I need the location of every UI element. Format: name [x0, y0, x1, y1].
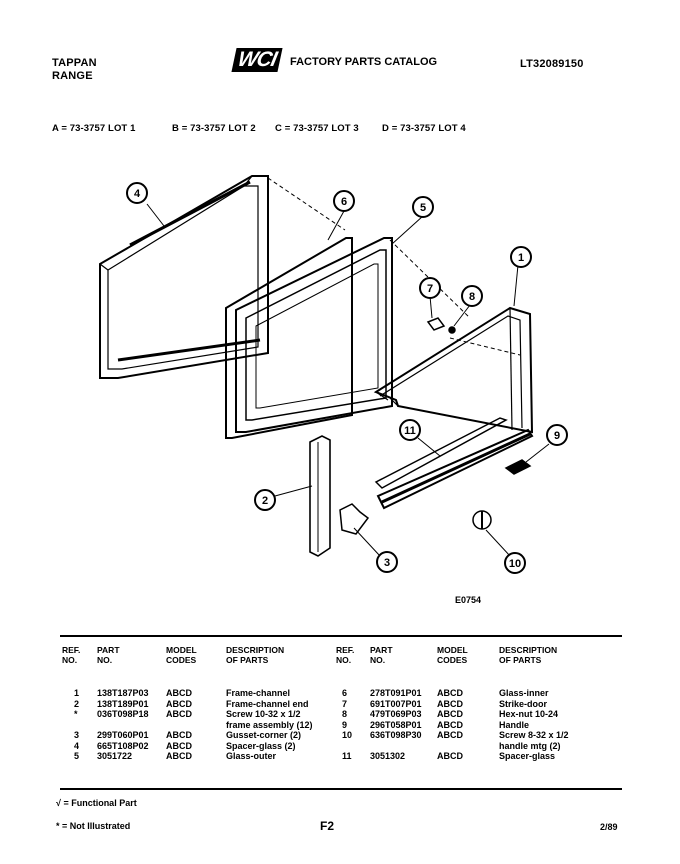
page-number: F2 [320, 819, 335, 833]
part-5-glass-outer [236, 238, 392, 432]
figure-id: E0754 [455, 595, 482, 605]
part-10-screw [473, 511, 491, 529]
brand-line-1: TAPPAN [52, 57, 97, 69]
right-col-part-header: PART NO. [370, 645, 393, 665]
part-1-frame-channel [376, 308, 532, 432]
date: 2/89 [600, 822, 618, 832]
table-row: 1 138T187P03 ABCD Frame-channel [74, 688, 291, 698]
functional-part-legend: √ = Functional Part [56, 798, 137, 808]
brand-line-2: RANGE [52, 70, 93, 82]
logo-text: WCI [231, 48, 282, 72]
svg-text:7: 7 [426, 283, 434, 295]
table-row: 6 278T091P01 ABCD Glass-inner [342, 688, 549, 698]
svg-text:9: 9 [553, 430, 561, 442]
left-col-model-header: MODEL CODES [166, 645, 197, 665]
right-col-ref-header: REF. NO. [336, 645, 355, 665]
part-7-strike-door [428, 318, 444, 330]
left-col-ref-header: REF. NO. [62, 645, 81, 665]
callout-11 [400, 420, 420, 440]
right-col-desc-header: DESCRIPTION OF PARTS [499, 645, 558, 665]
callout-2 [255, 490, 275, 510]
table-row: 7 691T007P01 ABCD Strike-door [342, 698, 548, 709]
left-col-part-header: PART NO. [97, 645, 120, 665]
table-row: 5 3051722 ABCD Glass-outer [74, 751, 277, 761]
svg-text:6: 6 [340, 196, 348, 208]
callout-7 [420, 278, 440, 298]
svg-text:10: 10 [508, 558, 522, 570]
catalog-number: LT32089150 [520, 58, 584, 70]
part-2-frame-channel-end [310, 436, 330, 556]
table-bottom-rule [60, 788, 622, 790]
svg-text:5: 5 [419, 202, 427, 214]
table-row: handle mtg (2) [499, 740, 561, 751]
table-row: 8 479T069P03 ABCD Hex-nut 10-24 [342, 709, 559, 719]
callout-9 [547, 425, 567, 445]
svg-text:8: 8 [468, 291, 476, 303]
part-3-gusset-corner [340, 504, 368, 534]
table-row: 4 665T108P02 ABCD Spacer-glass (2) [74, 740, 296, 751]
callout-6 [334, 191, 354, 211]
table-row: 10 636T098P30 ABCD Screw 8-32 x 1/2 [342, 730, 569, 740]
table-row: frame assembly (12) [226, 719, 313, 730]
table-row: * 036T098P18 ABCD Screw 10-32 x 1/2 [74, 709, 301, 719]
table-row: 3 299T060P01 ABCD Gusset-corner (2) [74, 730, 302, 740]
part-6-glass-inner [226, 238, 352, 438]
right-col-model-header: MODEL CODES [437, 645, 468, 665]
lot-b: B = 73-3757 LOT 2 [172, 123, 256, 134]
table-row: 9 296T058P01 ABCD Handle [342, 719, 530, 730]
lot-d: D = 73-3757 LOT 4 [382, 123, 466, 134]
left-col-desc-header: DESCRIPTION OF PARTS [226, 645, 285, 665]
svg-text:11: 11 [404, 425, 416, 437]
callout-3 [377, 552, 397, 572]
not-illustrated-legend: * = Not Illustrated [56, 821, 131, 831]
svg-text:3: 3 [383, 557, 391, 569]
callout-10 [505, 553, 525, 573]
callout-4 [127, 183, 147, 203]
callout-1 [511, 247, 531, 267]
parts-table-right [336, 688, 609, 762]
svg-text:1: 1 [517, 252, 525, 264]
callout-5 [413, 197, 433, 217]
table-row: 2 138T189P01 ABCD Frame-channel end [74, 698, 309, 709]
svg-text:4: 4 [133, 188, 141, 200]
callout-8 [462, 286, 482, 306]
catalog-title: FACTORY PARTS CATALOG [290, 56, 438, 68]
table-row: 11 3051302 ABCD Spacer-glass [342, 751, 556, 761]
svg-text:2: 2 [261, 495, 269, 507]
lot-a: A = 73-3757 LOT 1 [52, 123, 136, 134]
part-8-hex-nut [449, 327, 455, 333]
table-top-rule [60, 635, 622, 637]
lot-c: C = 73-3757 LOT 3 [275, 123, 359, 134]
parts-table-left [62, 688, 336, 762]
part-4-spacer-glass [100, 176, 268, 378]
